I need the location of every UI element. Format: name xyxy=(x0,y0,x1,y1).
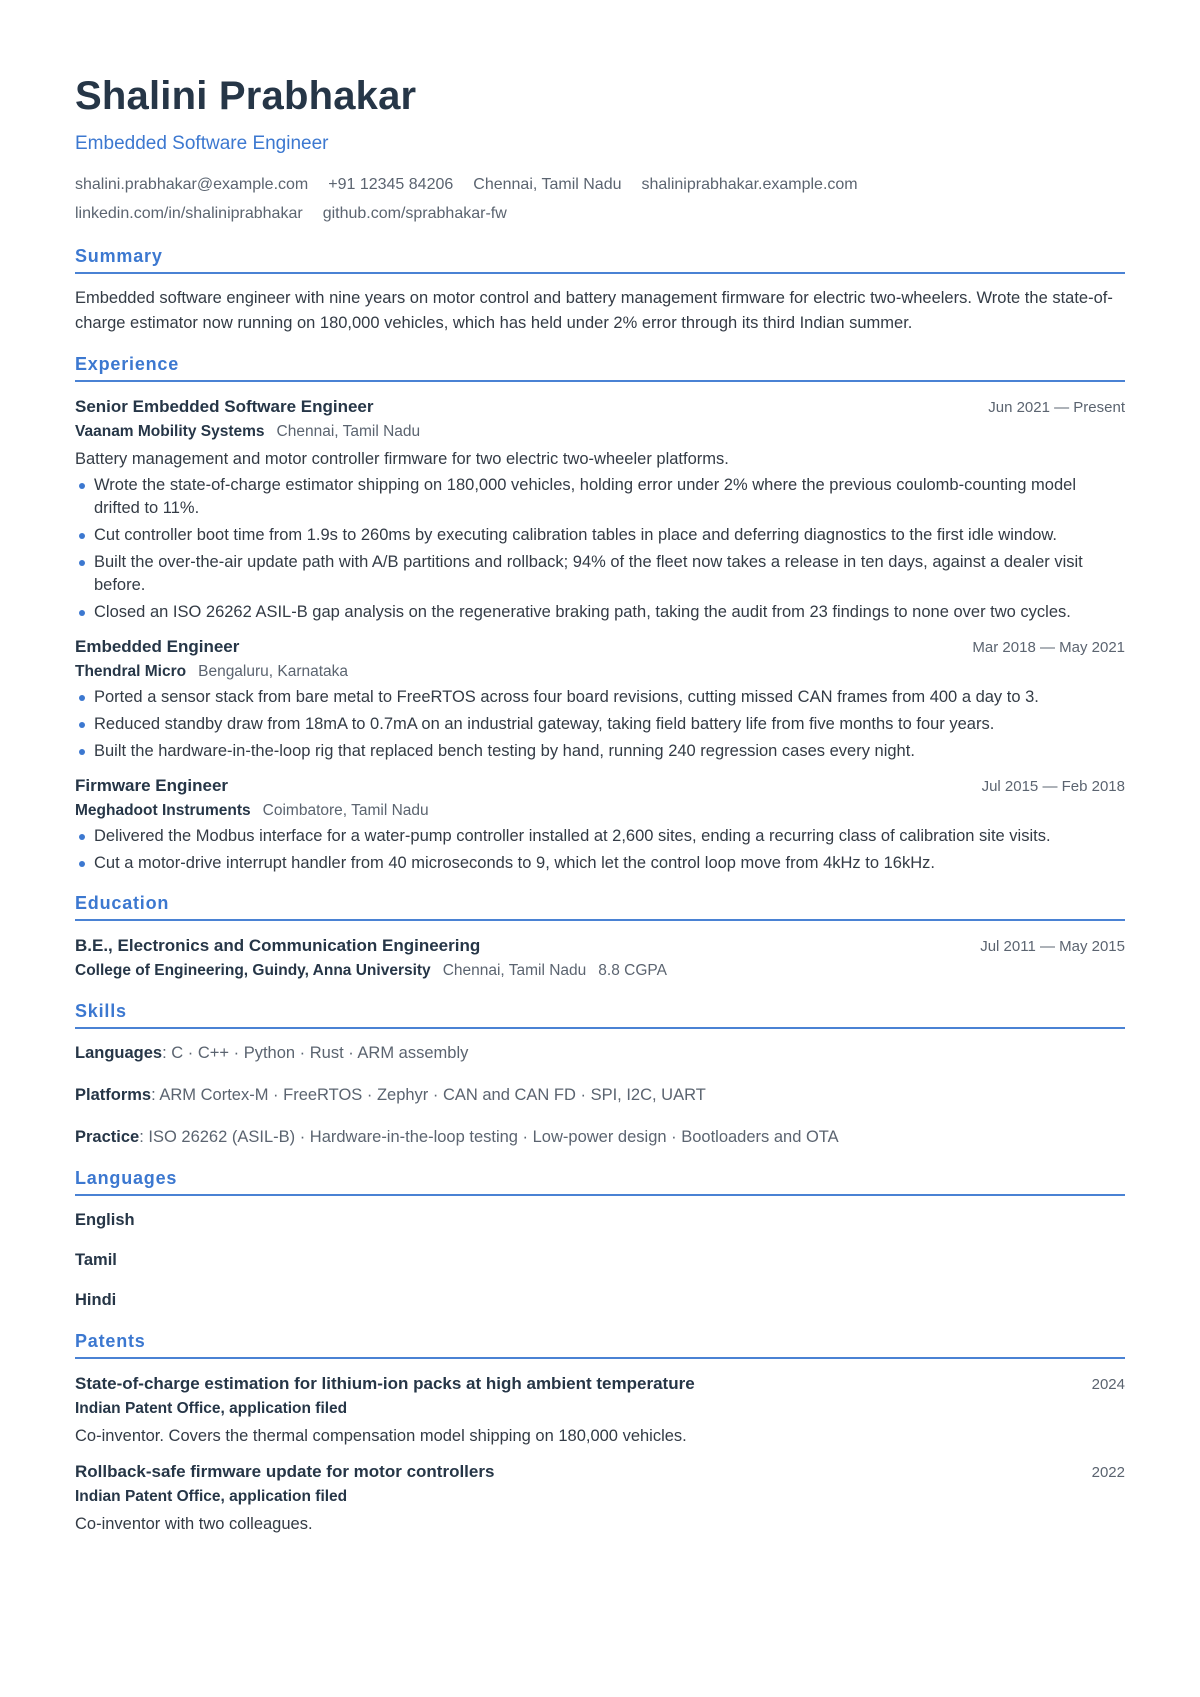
job-company: Vaanam Mobility Systems xyxy=(75,423,265,440)
list-item: Wrote the state-of-charge estimator shipping on 180,000 vehicles, holding error under 2% where the previous coulomb-counting model drifted to 11%. xyxy=(75,474,1125,520)
patents-section xyxy=(75,1329,1125,1537)
list-item: Cut controller boot time from 1.9s to 260ms by executing calibration tables in place and deferring diagnostics to the first idle window. xyxy=(75,524,1125,547)
patent-office: Indian Patent Office, application filed xyxy=(75,1488,348,1505)
job-role: Firmware Engineer xyxy=(75,776,229,795)
language-item: Hindi xyxy=(75,1291,117,1309)
patent-year: 2024 xyxy=(1091,1376,1125,1393)
job-bullets xyxy=(75,474,1125,624)
language-item: Tamil xyxy=(75,1251,117,1269)
education-heading: Education xyxy=(75,891,1125,921)
job-entry xyxy=(75,634,1125,763)
skill-value: : ARM Cortex-M · FreeRTOS · Zephyr · CAN and CAN FD · SPI, I2C, UART xyxy=(151,1086,706,1104)
bullet-dot-icon xyxy=(79,861,85,867)
list-item: Cut a motor-drive interrupt handler from 40 microseconds to 9, which let the control loop move from 4kHz to 16kHz. xyxy=(75,852,1125,875)
degree: B.E., Electronics and Communication Engineering xyxy=(75,936,481,955)
contact-location: Chennai, Tamil Nadu xyxy=(473,176,622,193)
education-dates: Jul 2011 — May 2015 xyxy=(980,938,1125,955)
bullet-dot-icon xyxy=(79,749,85,755)
education-entry xyxy=(75,933,1125,983)
patent-title: State-of-charge estimation for lithium-ion packs at high ambient temperature xyxy=(75,1374,695,1393)
skill-value: : C · C++ · Python · Rust · ARM assembly xyxy=(162,1044,469,1062)
contact-website[interactable]: shaliniprabhakar.example.com xyxy=(641,176,858,193)
patent-entry xyxy=(75,1371,1125,1449)
job-dates: Mar 2018 — May 2021 xyxy=(972,639,1125,656)
bullet-dot-icon xyxy=(79,722,85,728)
education-section xyxy=(75,891,1125,983)
list-item: Reduced standby draw from 18mA to 0.7mA on an industrial gateway, taking field battery life from five months to four years. xyxy=(75,713,1125,736)
summary-section xyxy=(75,244,1125,336)
skills-section xyxy=(75,999,1125,1150)
list-item: Ported a sensor stack from bare metal to FreeRTOS across four board revisions, cutting missed CAN frames from 400 a day to 3. xyxy=(75,686,1125,709)
job-location: Chennai, Tamil Nadu xyxy=(276,423,421,440)
patents-heading: Patents xyxy=(75,1329,1125,1359)
bullet-dot-icon xyxy=(79,533,85,539)
list-item: Built the hardware-in-the-loop rig that replaced bench testing by hand, running 240 regression cases every night. xyxy=(75,740,1125,763)
experience-section xyxy=(75,352,1125,875)
list-item: Delivered the Modbus interface for a water-pump controller installed at 2,600 sites, ending a recurring class of calibration site visits. xyxy=(75,825,1125,848)
contact-phone[interactable]: +91 12345 84206 xyxy=(328,176,454,193)
patent-year: 2022 xyxy=(1091,1464,1125,1481)
skill-row xyxy=(75,1041,1125,1066)
skills-heading: Skills xyxy=(75,999,1125,1029)
list-item: Built the over-the-air update path with A/B partitions and rollback; 94% of the fleet now takes a release in ten days, against a dealer visit before. xyxy=(75,551,1125,597)
job-bullets xyxy=(75,825,1125,875)
skill-row xyxy=(75,1083,1125,1108)
skill-key: Platforms xyxy=(75,1086,152,1104)
languages-heading: Languages xyxy=(75,1166,1125,1196)
job-bullets xyxy=(75,686,1125,763)
job-role: Senior Embedded Software Engineer xyxy=(75,397,374,416)
summary-heading: Summary xyxy=(75,244,1125,274)
job-dates: Jun 2021 — Present xyxy=(988,399,1125,416)
candidate-headline: Embedded Software Engineer xyxy=(75,133,329,154)
patent-entry xyxy=(75,1459,1125,1537)
contact-info xyxy=(75,170,1125,228)
bullet-dot-icon xyxy=(79,610,85,616)
school-location: Chennai, Tamil Nadu xyxy=(442,962,587,979)
languages-section xyxy=(75,1166,1125,1313)
contact-github[interactable]: github.com/sprabhakar-fw xyxy=(322,205,507,222)
patent-description: Co-inventor with two colleagues. xyxy=(75,1515,313,1533)
job-company: Thendral Micro xyxy=(75,663,187,680)
bullet-dot-icon xyxy=(79,483,85,489)
candidate-name: Shalini Prabhakar xyxy=(75,74,417,118)
language-item: English xyxy=(75,1211,135,1229)
list-item: Closed an ISO 26262 ASIL-B gap analysis on the regenerative braking path, taking the audit from 23 findings to none over two cycles. xyxy=(75,601,1125,624)
school: College of Engineering, Guindy, Anna University xyxy=(75,962,431,979)
bullet-dot-icon xyxy=(79,834,85,840)
patent-office: Indian Patent Office, application filed xyxy=(75,1400,348,1417)
patent-title: Rollback-safe firmware update for motor controllers xyxy=(75,1462,495,1481)
contact-email[interactable]: shalini.prabhakar@example.com xyxy=(75,176,309,193)
job-location: Coimbatore, Tamil Nadu xyxy=(262,802,429,819)
skill-value: : ISO 26262 (ASIL-B) · Hardware-in-the-loop testing · Low-power design · Bootloaders and OTA xyxy=(139,1128,839,1146)
bullet-dot-icon xyxy=(79,695,85,701)
skill-row xyxy=(75,1125,1125,1150)
job-dates: Jul 2015 — Feb 2018 xyxy=(981,778,1125,795)
grade: 8.8 CGPA xyxy=(598,962,667,979)
summary-text: Embedded software engineer with nine years on motor control and battery management firmware for electric two-wheelers. Wrote the state-of-charge estimator now running on 180,000 vehicles, which has held under 2% error through its third Indian summer. xyxy=(75,289,1113,332)
contact-linkedin[interactable]: linkedin.com/in/shaliniprabhakar xyxy=(75,205,303,222)
patent-description: Co-inventor. Covers the thermal compensation model shipping on 180,000 vehicles. xyxy=(75,1427,687,1445)
job-entry xyxy=(75,773,1125,875)
bullet-dot-icon xyxy=(79,560,85,566)
job-entry xyxy=(75,394,1125,624)
contact-row-2 xyxy=(75,199,1125,228)
job-company: Meghadoot Instruments xyxy=(75,802,251,819)
skill-key: Practice xyxy=(75,1128,140,1146)
contact-row-1 xyxy=(75,170,1125,199)
job-description: Battery management and motor controller firmware for two electric two-wheeler platforms. xyxy=(75,450,729,468)
job-role: Embedded Engineer xyxy=(75,637,240,656)
job-location: Bengaluru, Karnataka xyxy=(198,663,349,680)
experience-heading: Experience xyxy=(75,352,1125,382)
skill-key: Languages xyxy=(75,1044,163,1062)
